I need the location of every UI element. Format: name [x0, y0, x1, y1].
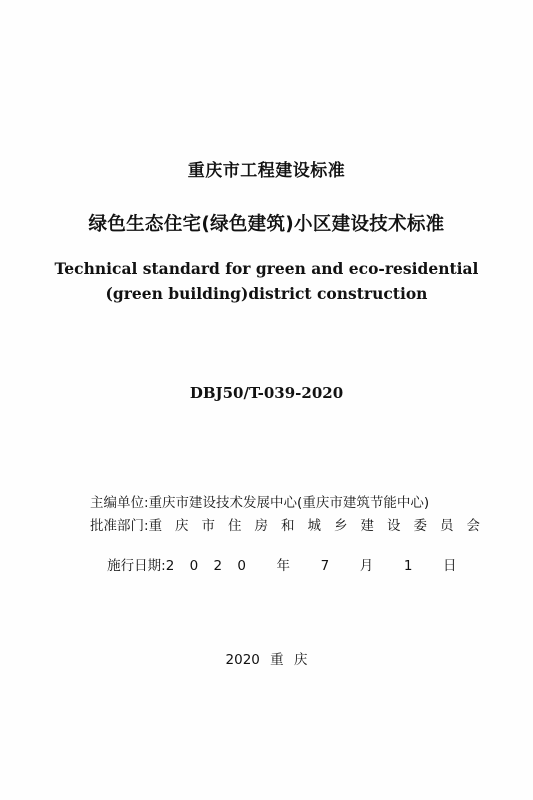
document-title-english-line-1: Technical standard for green and eco-residential — [54, 259, 479, 278]
publication-footer: 2020 重 庆 — [225, 652, 308, 668]
series-title: 重庆市工程建设标准 — [187, 161, 346, 181]
editor-unit-label: 主编单位: — [90, 495, 149, 511]
approving-department-label: 批准部门: — [90, 518, 149, 534]
standard-code: DBJ50/T-039-2020 — [189, 384, 344, 402]
effective-date-value: 2 0 2 0 年 7 月 1 日 — [165, 558, 457, 574]
document-title-english-line-2: (green building)district construction — [105, 284, 428, 303]
effective-date-label: 施行日期: — [107, 558, 166, 574]
editor-unit-line — [90, 491, 429, 511]
approving-department-value: 重庆市住房和城乡建设委员会 — [148, 518, 494, 534]
editor-unit-value: 重庆市建设技术发展中心(重庆市建筑节能中心) — [148, 495, 430, 511]
approving-department-line — [90, 514, 493, 534]
effective-date-line — [90, 538, 457, 590]
document-title-chinese: 绿色生态住宅(绿色建筑)小区建设技术标准 — [88, 214, 445, 235]
